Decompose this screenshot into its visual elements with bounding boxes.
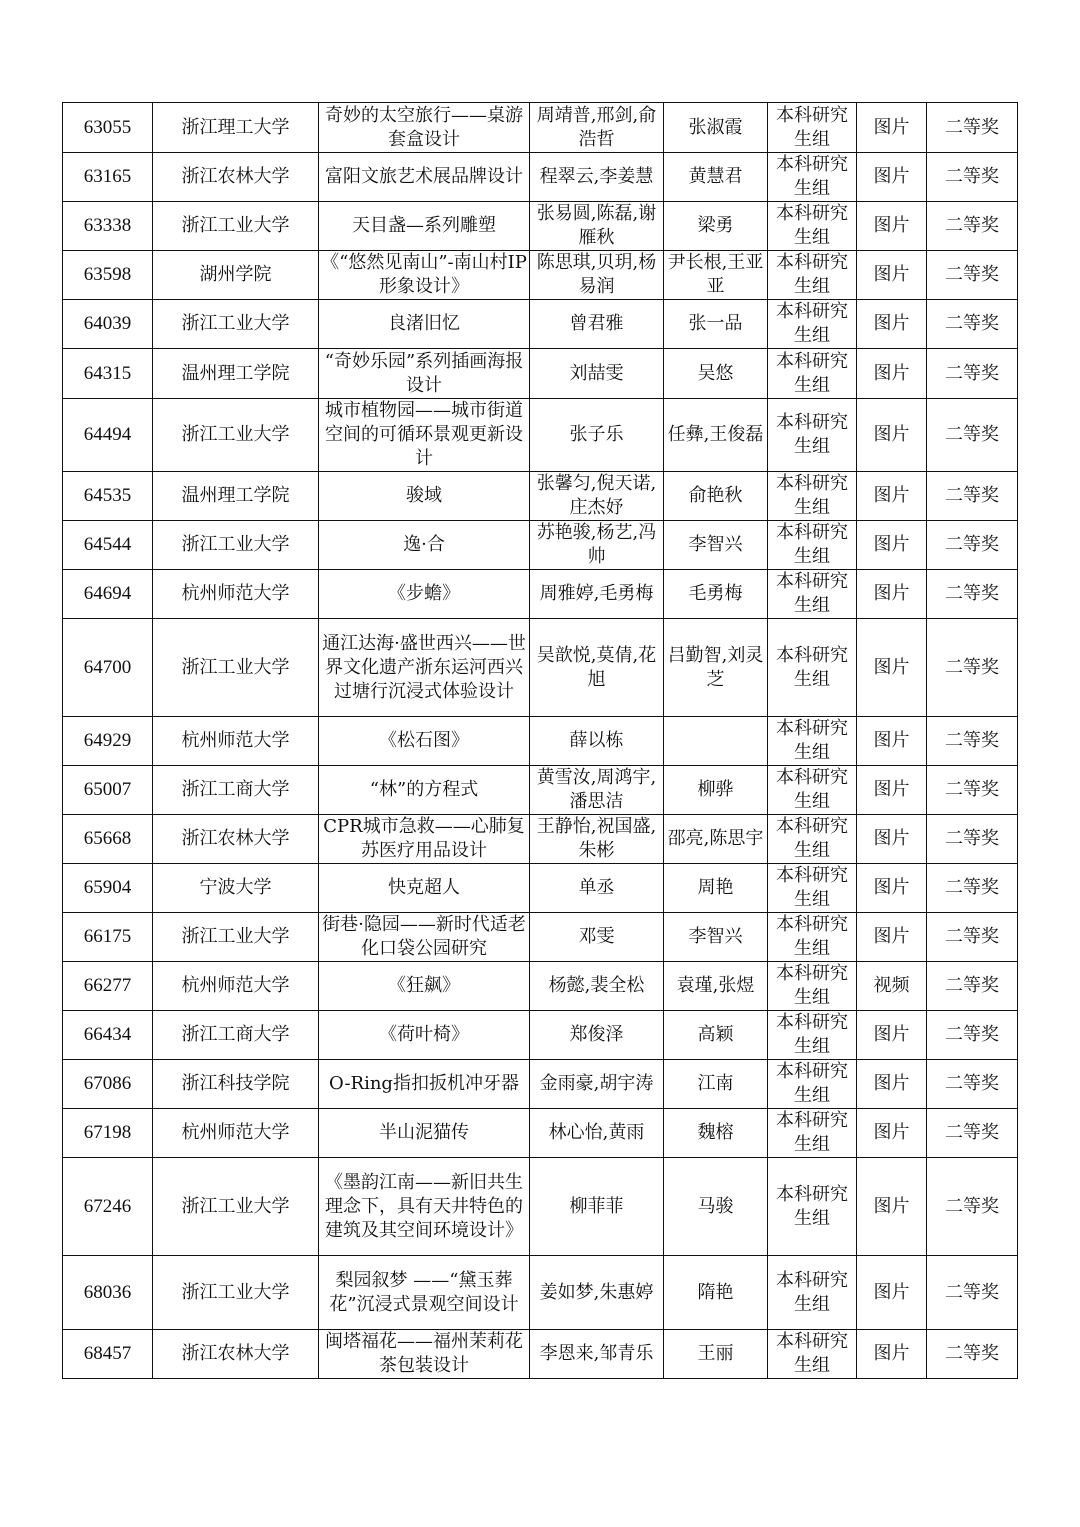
cell-group: 本科研究生组 <box>768 766 857 815</box>
cell-title: “林”的方程式 <box>319 766 530 815</box>
cell-advisor: 王丽 <box>664 1330 768 1379</box>
cell-authors: 苏艳骏,杨艺,冯帅 <box>530 521 664 570</box>
cell-authors: 陈思琪,贝玥,杨易润 <box>530 251 664 300</box>
cell-authors: 姜如梦,朱惠婷 <box>530 1256 664 1330</box>
cell-type: 图片 <box>857 570 927 619</box>
cell-type: 图片 <box>857 1060 927 1109</box>
cell-award: 二等奖 <box>927 103 1018 153</box>
cell-advisor: 马骏 <box>664 1158 768 1256</box>
cell-id: 68457 <box>63 1330 153 1379</box>
cell-group: 本科研究生组 <box>768 1158 857 1256</box>
cell-group: 本科研究生组 <box>768 153 857 202</box>
cell-type: 图片 <box>857 717 927 766</box>
cell-authors: 邓雯 <box>530 913 664 962</box>
cell-advisor: 尹长根,王亚亚 <box>664 251 768 300</box>
cell-type: 图片 <box>857 1256 927 1330</box>
cell-id: 65007 <box>63 766 153 815</box>
cell-school: 宁波大学 <box>153 864 319 913</box>
cell-id: 67246 <box>63 1158 153 1256</box>
cell-type: 图片 <box>857 864 927 913</box>
cell-authors: 张馨匀,倪天诺,庄杰妤 <box>530 472 664 521</box>
cell-type: 图片 <box>857 815 927 864</box>
cell-title: 城市植物园——城市街道空间的可循环景观更新设计 <box>319 399 530 472</box>
cell-school: 浙江工业大学 <box>153 913 319 962</box>
table-row <box>63 472 1018 521</box>
cell-type: 图片 <box>857 1011 927 1060</box>
cell-type: 图片 <box>857 1330 927 1379</box>
cell-authors: 金雨豪,胡宇涛 <box>530 1060 664 1109</box>
cell-id: 66434 <box>63 1011 153 1060</box>
cell-group: 本科研究生组 <box>768 399 857 472</box>
cell-authors: 周靖普,邢剑,俞浩哲 <box>530 103 664 153</box>
cell-group: 本科研究生组 <box>768 103 857 153</box>
cell-school: 浙江工业大学 <box>153 521 319 570</box>
cell-school: 浙江农林大学 <box>153 815 319 864</box>
cell-type: 视频 <box>857 962 927 1011</box>
cell-id: 63338 <box>63 202 153 251</box>
table-row <box>63 349 1018 399</box>
cell-advisor: 吕勤智,刘灵芝 <box>664 619 768 717</box>
cell-title: 闽塔福花——福州茉莉花茶包装设计 <box>319 1330 530 1379</box>
cell-advisor: 周艳 <box>664 864 768 913</box>
cell-title: 街巷·隐园——新时代适老化口袋公园研究 <box>319 913 530 962</box>
cell-authors: 程翠云,李姜慧 <box>530 153 664 202</box>
table-row <box>63 717 1018 766</box>
table-row <box>63 913 1018 962</box>
cell-award: 二等奖 <box>927 717 1018 766</box>
cell-id: 68036 <box>63 1256 153 1330</box>
cell-award: 二等奖 <box>927 251 1018 300</box>
cell-id: 67198 <box>63 1109 153 1158</box>
cell-type: 图片 <box>857 619 927 717</box>
cell-award: 二等奖 <box>927 300 1018 349</box>
cell-group: 本科研究生组 <box>768 1109 857 1158</box>
cell-id: 64544 <box>63 521 153 570</box>
cell-type: 图片 <box>857 103 927 153</box>
cell-school: 浙江工业大学 <box>153 202 319 251</box>
table-row <box>63 202 1018 251</box>
cell-type: 图片 <box>857 472 927 521</box>
table-row <box>63 1060 1018 1109</box>
cell-advisor: 俞艳秋 <box>664 472 768 521</box>
cell-advisor <box>664 717 768 766</box>
table-row <box>63 251 1018 300</box>
cell-title: 骏域 <box>319 472 530 521</box>
cell-advisor: 江南 <box>664 1060 768 1109</box>
cell-title: 奇妙的太空旅行——桌游套盒设计 <box>319 103 530 153</box>
cell-group: 本科研究生组 <box>768 962 857 1011</box>
cell-type: 图片 <box>857 300 927 349</box>
cell-type: 图片 <box>857 1158 927 1256</box>
cell-title: “奇妙乐园”系列插画海报设计 <box>319 349 530 399</box>
cell-id: 65904 <box>63 864 153 913</box>
cell-authors: 杨懿,裴全松 <box>530 962 664 1011</box>
cell-group: 本科研究生组 <box>768 717 857 766</box>
table-row <box>63 962 1018 1011</box>
cell-school: 湖州学院 <box>153 251 319 300</box>
cell-id: 67086 <box>63 1060 153 1109</box>
cell-authors: 张子乐 <box>530 399 664 472</box>
cell-id: 64315 <box>63 349 153 399</box>
cell-school: 浙江工业大学 <box>153 619 319 717</box>
cell-award: 二等奖 <box>927 962 1018 1011</box>
cell-school: 杭州师范大学 <box>153 717 319 766</box>
cell-authors: 林心怡,黄雨 <box>530 1109 664 1158</box>
cell-type: 图片 <box>857 349 927 399</box>
cell-school: 杭州师范大学 <box>153 1109 319 1158</box>
cell-id: 64694 <box>63 570 153 619</box>
cell-authors: 曾君雅 <box>530 300 664 349</box>
cell-type: 图片 <box>857 251 927 300</box>
cell-type: 图片 <box>857 153 927 202</box>
table-row <box>63 521 1018 570</box>
cell-group: 本科研究生组 <box>768 1060 857 1109</box>
cell-advisor: 张一品 <box>664 300 768 349</box>
table-row <box>63 815 1018 864</box>
cell-title: CPR城市急救——心肺复苏医疗用品设计 <box>319 815 530 864</box>
cell-award: 二等奖 <box>927 521 1018 570</box>
cell-title: 《墨韵江南——新旧共生理念下，具有天井特色的建筑及其空间环境设计》 <box>319 1158 530 1256</box>
table-row <box>63 1158 1018 1256</box>
cell-group: 本科研究生组 <box>768 913 857 962</box>
table-row <box>63 1011 1018 1060</box>
table-row <box>63 399 1018 472</box>
cell-title: 《步蟾》 <box>319 570 530 619</box>
cell-school: 浙江科技学院 <box>153 1060 319 1109</box>
cell-advisor: 高颖 <box>664 1011 768 1060</box>
awards-table-body <box>63 103 1018 1379</box>
cell-group: 本科研究生组 <box>768 349 857 399</box>
cell-school: 杭州师范大学 <box>153 570 319 619</box>
cell-group: 本科研究生组 <box>768 1011 857 1060</box>
cell-authors: 薛以栋 <box>530 717 664 766</box>
cell-title: 逸·合 <box>319 521 530 570</box>
cell-award: 二等奖 <box>927 570 1018 619</box>
cell-type: 图片 <box>857 521 927 570</box>
cell-advisor: 吴悠 <box>664 349 768 399</box>
cell-id: 64039 <box>63 300 153 349</box>
cell-title: 天目盏—系列雕塑 <box>319 202 530 251</box>
cell-type: 图片 <box>857 913 927 962</box>
cell-title: 半山泥猫传 <box>319 1109 530 1158</box>
cell-award: 二等奖 <box>927 399 1018 472</box>
table-row <box>63 1256 1018 1330</box>
cell-authors: 周雅婷,毛勇梅 <box>530 570 664 619</box>
cell-award: 二等奖 <box>927 619 1018 717</box>
cell-group: 本科研究生组 <box>768 815 857 864</box>
cell-id: 63598 <box>63 251 153 300</box>
cell-authors: 张易圆,陈磊,谢雁秋 <box>530 202 664 251</box>
table-row <box>63 864 1018 913</box>
cell-award: 二等奖 <box>927 472 1018 521</box>
cell-school: 浙江工业大学 <box>153 1158 319 1256</box>
awards-table <box>62 102 1018 1379</box>
cell-id: 64494 <box>63 399 153 472</box>
cell-advisor: 袁瑾,张煜 <box>664 962 768 1011</box>
cell-authors: 李恩来,邹青乐 <box>530 1330 664 1379</box>
cell-group: 本科研究生组 <box>768 864 857 913</box>
cell-id: 66175 <box>63 913 153 962</box>
cell-title: 通江达海·盛世西兴——世界文化遗产浙东运河西兴过塘行沉浸式体验设计 <box>319 619 530 717</box>
cell-authors: 郑俊泽 <box>530 1011 664 1060</box>
cell-school: 浙江工商大学 <box>153 766 319 815</box>
table-row <box>63 619 1018 717</box>
cell-title: 《“悠然见南山”-南山村IP形象设计》 <box>319 251 530 300</box>
cell-award: 二等奖 <box>927 1109 1018 1158</box>
cell-school: 浙江理工大学 <box>153 103 319 153</box>
cell-advisor: 张淑霞 <box>664 103 768 153</box>
cell-type: 图片 <box>857 399 927 472</box>
cell-group: 本科研究生组 <box>768 300 857 349</box>
cell-type: 图片 <box>857 766 927 815</box>
cell-group: 本科研究生组 <box>768 570 857 619</box>
table-row <box>63 570 1018 619</box>
cell-award: 二等奖 <box>927 153 1018 202</box>
cell-advisor: 邵亮,陈思宇 <box>664 815 768 864</box>
cell-advisor: 黄慧君 <box>664 153 768 202</box>
cell-advisor: 魏榕 <box>664 1109 768 1158</box>
cell-advisor: 李智兴 <box>664 913 768 962</box>
cell-authors: 柳菲菲 <box>530 1158 664 1256</box>
cell-award: 二等奖 <box>927 202 1018 251</box>
cell-id: 64929 <box>63 717 153 766</box>
cell-award: 二等奖 <box>927 1011 1018 1060</box>
cell-school: 温州理工学院 <box>153 472 319 521</box>
cell-id: 63165 <box>63 153 153 202</box>
cell-school: 浙江工商大学 <box>153 1011 319 1060</box>
cell-advisor: 隋艳 <box>664 1256 768 1330</box>
cell-group: 本科研究生组 <box>768 202 857 251</box>
table-row <box>63 1109 1018 1158</box>
cell-title: 快克超人 <box>319 864 530 913</box>
cell-group: 本科研究生组 <box>768 251 857 300</box>
table-row <box>63 300 1018 349</box>
cell-advisor: 任彝,王俊磊 <box>664 399 768 472</box>
table-row <box>63 103 1018 153</box>
cell-group: 本科研究生组 <box>768 472 857 521</box>
cell-award: 二等奖 <box>927 1256 1018 1330</box>
cell-award: 二等奖 <box>927 1330 1018 1379</box>
table-row <box>63 1330 1018 1379</box>
cell-type: 图片 <box>857 202 927 251</box>
cell-school: 浙江农林大学 <box>153 1330 319 1379</box>
cell-authors: 刘喆雯 <box>530 349 664 399</box>
cell-authors: 王静怡,祝国盛,朱彬 <box>530 815 664 864</box>
cell-award: 二等奖 <box>927 349 1018 399</box>
cell-title: 富阳文旅艺术展品牌设计 <box>319 153 530 202</box>
cell-advisor: 李智兴 <box>664 521 768 570</box>
cell-advisor: 梁勇 <box>664 202 768 251</box>
table-row <box>63 153 1018 202</box>
cell-authors: 单丞 <box>530 864 664 913</box>
cell-group: 本科研究生组 <box>768 619 857 717</box>
cell-award: 二等奖 <box>927 766 1018 815</box>
cell-award: 二等奖 <box>927 913 1018 962</box>
cell-school: 浙江工业大学 <box>153 1256 319 1330</box>
cell-authors: 黄雪汝,周鸿宇,潘思洁 <box>530 766 664 815</box>
cell-id: 63055 <box>63 103 153 153</box>
cell-advisor: 毛勇梅 <box>664 570 768 619</box>
cell-school: 浙江工业大学 <box>153 300 319 349</box>
cell-group: 本科研究生组 <box>768 1256 857 1330</box>
cell-id: 64700 <box>63 619 153 717</box>
cell-school: 浙江工业大学 <box>153 399 319 472</box>
cell-school: 温州理工学院 <box>153 349 319 399</box>
cell-id: 66277 <box>63 962 153 1011</box>
cell-id: 64535 <box>63 472 153 521</box>
cell-award: 二等奖 <box>927 864 1018 913</box>
cell-award: 二等奖 <box>927 1158 1018 1256</box>
cell-title: 《荷叶椅》 <box>319 1011 530 1060</box>
cell-title: O-Ring指扣扳机冲牙器 <box>319 1060 530 1109</box>
cell-title: 《狂飙》 <box>319 962 530 1011</box>
cell-award: 二等奖 <box>927 1060 1018 1109</box>
cell-title: 良渚旧忆 <box>319 300 530 349</box>
cell-advisor: 柳骅 <box>664 766 768 815</box>
cell-type: 图片 <box>857 1109 927 1158</box>
cell-group: 本科研究生组 <box>768 1330 857 1379</box>
cell-id: 65668 <box>63 815 153 864</box>
cell-award: 二等奖 <box>927 815 1018 864</box>
cell-title: 《松石图》 <box>319 717 530 766</box>
cell-group: 本科研究生组 <box>768 521 857 570</box>
cell-school: 杭州师范大学 <box>153 962 319 1011</box>
cell-title: 梨园叙梦 ——“黛玉葬花”沉浸式景观空间设计 <box>319 1256 530 1330</box>
table-row <box>63 766 1018 815</box>
cell-school: 浙江农林大学 <box>153 153 319 202</box>
cell-authors: 吴歆悦,莫倩,花旭 <box>530 619 664 717</box>
